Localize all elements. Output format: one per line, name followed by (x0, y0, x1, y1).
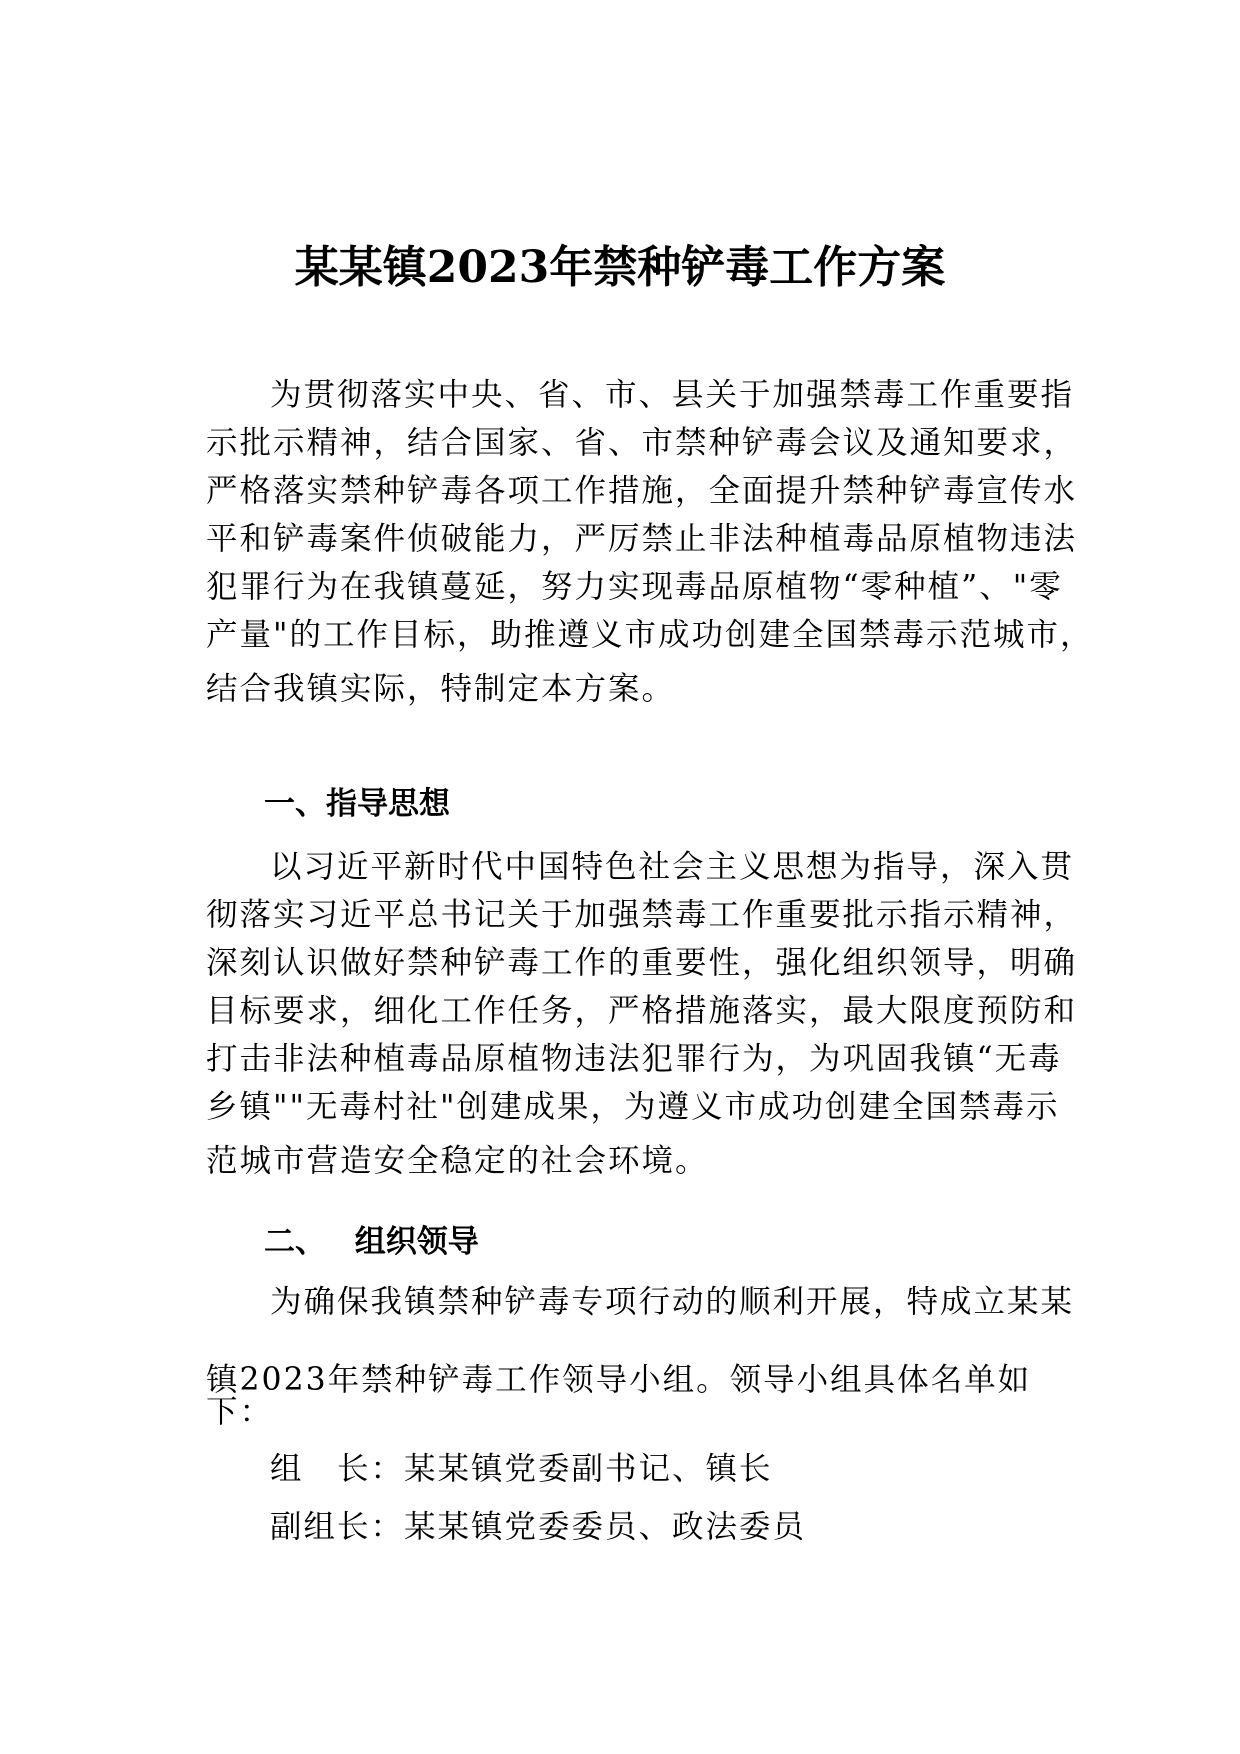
list-item: 副组长：某某镇党委委员、政法委员 (270, 1509, 807, 1545)
text-line: 深刻认识做好禁种铲毒工作的重要性，强化组织领导，明确 (206, 945, 1078, 981)
text-line: 犯罪行为在我镇蔓延，努力实现毒品原植物“零种植”、"零 (206, 569, 1063, 605)
text-line: 目标要求，细化工作任务，严格措施落实，最大限度预防和 (206, 993, 1078, 1029)
text-line: 严格落实禁种铲毒各项工作措施，全面提升禁种铲毒宣传水 (206, 473, 1078, 509)
text-line: 产量"的工作目标，助推遵义市成功创建全国禁毒示范城市， (206, 617, 1094, 653)
text-line: 平和铲毒案件侦破能力，严厉禁止非法种植毒品原植物违法 (206, 521, 1078, 557)
text-line: 范城市营造安全稳定的社会环境。 (206, 1143, 709, 1179)
section-heading-organization (264, 1222, 479, 1262)
document-title: 某某镇2023年禁种铲毒工作方案 (294, 242, 946, 293)
text-line: 乡镇""无毒村社"创建成果，为遵义市成功创建全国禁毒示 (206, 1089, 1060, 1125)
section-heading-label: 组织领导 (354, 1224, 479, 1260)
list-item: 组 长：某某镇党委副书记、镇长 (270, 1451, 773, 1487)
section-heading-guiding-ideology: 一、指导思想 (264, 786, 450, 822)
text-line: 示批示精神，结合国家、省、市禁种铲毒会议及通知要求， (206, 425, 1078, 461)
text-line: 彻落实习近平总书记关于加强禁毒工作重要批示指示精神， (206, 897, 1078, 933)
text-line: 以习近平新时代中国特色社会主义思想为指导，深入贯 (270, 849, 1075, 885)
text-line: 下： (206, 1394, 274, 1430)
text-line: 为贯彻落实中央、省、市、县关于加强禁毒工作重要指 (270, 377, 1075, 413)
text-line: 打击非法种植毒品原植物违法犯罪行为，为巩固我镇“无毒 (206, 1041, 1062, 1077)
text-line: 为确保我镇禁种铲毒专项行动的顺利开展，特成立某某 (270, 1284, 1075, 1320)
section-heading-number: 二、 (264, 1224, 326, 1260)
text-line: 镇2023年禁种铲毒工作领导小组。领导小组具体名单如 (206, 1362, 1032, 1398)
text-line: 结合我镇实际，特制定本方案。 (206, 671, 676, 707)
